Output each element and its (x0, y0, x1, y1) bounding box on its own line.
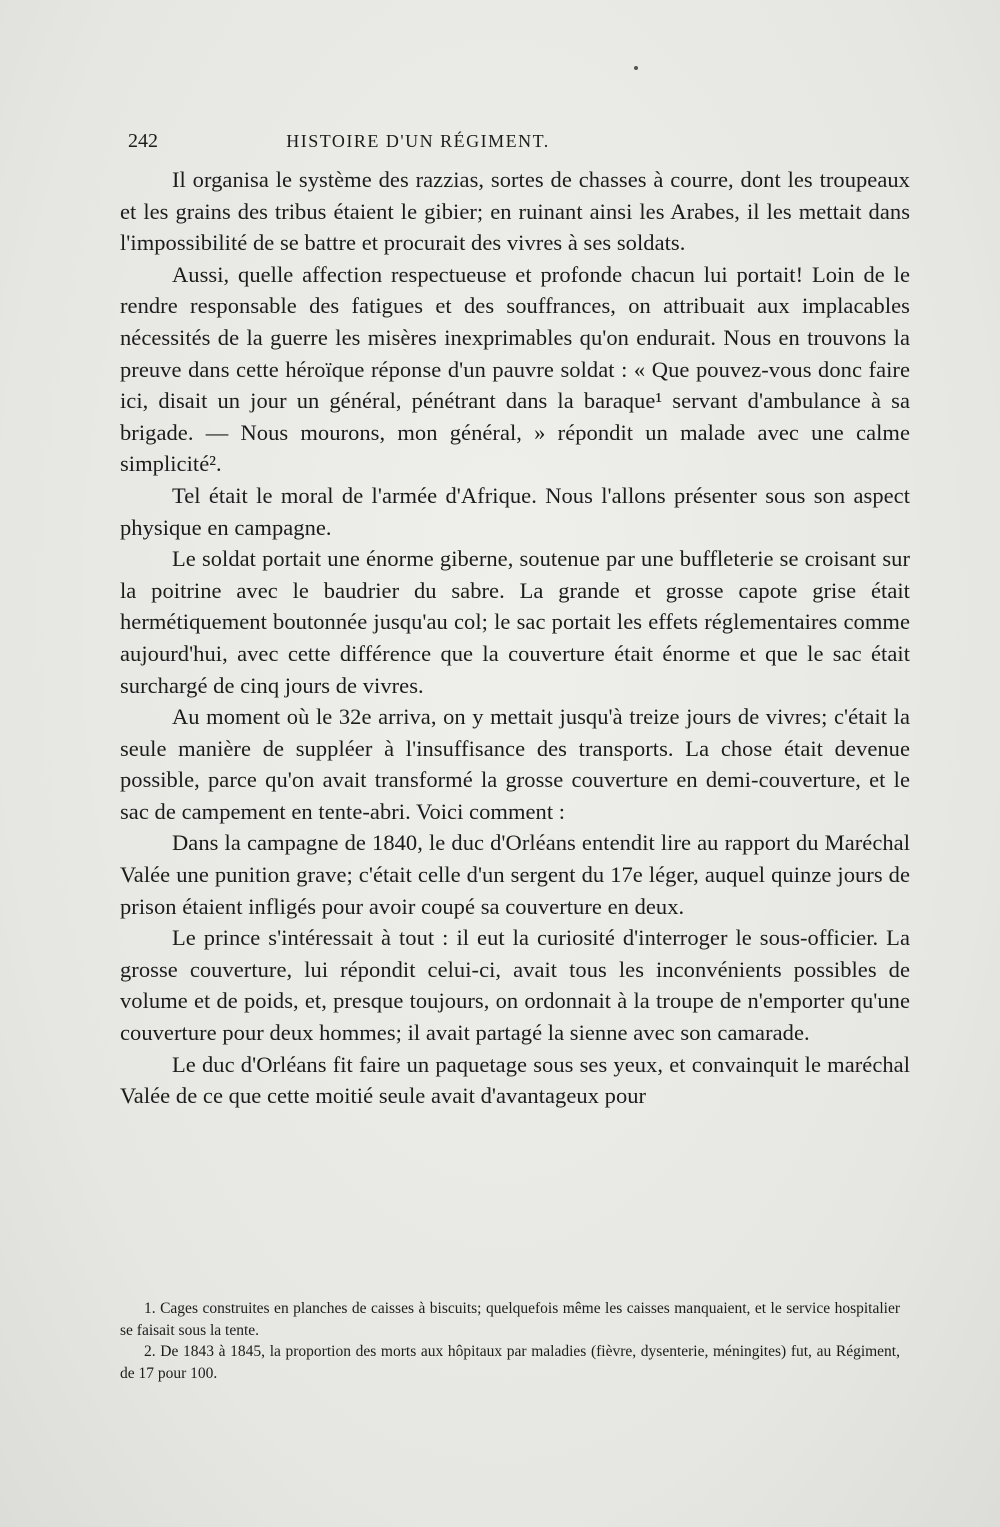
paragraph-campaign-1840: Dans la campagne de 1840, le duc d'Orléans entendit lire au rapport du Maréchal Valée une punition grave; c'était celle d'un sergent du 17e léger, auquel quinze jours de prison étaient infligés pour avoir coupé sa couverture en deux. (120, 830, 910, 919)
paragraph-moral: Tel était le moral de l'armée d'Afrique. Nous l'allons présenter sous son aspect physique en campagne. (120, 482, 910, 540)
paragraph-equipment: Le soldat portait une énorme giberne, soutenue par une buffleterie se croisant sur la poitrine avec le baudrier du sabre. La grande et grosse capote grise était hermétiquement boutonnée jusqu'au col; le sac portait les effets réglementaires comme aujourd'hui, avec cette différence que la couverture était énorme et que le sac était surchargé de cinq jours de vivres. (120, 546, 910, 698)
paragraph-affection: Aussi, quelle affection respectueuse et profonde chacun lui portait! Loin de le rendre responsable des fatigues et des souffrances, on attribuait aux implacables nécessités de la guerre les misères inexprimables qu'on endurait. Nous en trouvons la preuve dans cette héroïque réponse d'un pauvre soldat : « Que pouvez-vous donc faire ici, disait un jour un général, pénétrant dans la baraque¹ servant d'ambulance à sa brigade. — Nous mourons, mon général, » répondit un malade avec une calme simplicité². (120, 261, 910, 477)
running-title: HISTOIRE D'UN RÉGIMENT. (286, 131, 550, 151)
page-number: 242 (128, 130, 158, 152)
page-header (128, 128, 668, 154)
ink-speck (634, 66, 638, 70)
footnote-1: 1. Cages construites en planches de caisses à biscuits; quelquefois même les caisses manquaient, et le service hospitalier se faisait sous la tente. (120, 1300, 900, 1339)
footnotes (120, 1298, 900, 1384)
paragraph-prince: Le prince s'intéressait à tout : il eut la curiosité d'interroger le sous-officier. La grosse couverture, lui répondit celui-ci, avait tous les inconvénients possibles de volume et de poids, et, presque toujours, on ordonnait à la troupe de n'emporter qu'une couverture pour deux hommes; il avait partagé la sienne avec son camarade. (120, 925, 910, 1046)
paragraph-razzias: Il organisa le système des razzias, sortes de chasses à courre, dont les troupeaux et les grains des tribus étaient le gibier; en ruinant ainsi les Arabes, il les mettait dans l'impossibilité de se battre et procurait des vivres à ses soldats. (120, 167, 910, 256)
footnote-2: 2. De 1843 à 1845, la proportion des morts aux hôpitaux par maladies (fièvre, dysenterie, méningites) fut, au Régiment, de 17 pour 100. (120, 1343, 900, 1382)
paragraph-rations: Au moment où le 32e arriva, on y mettait jusqu'à treize jours de vivres; c'était la seule manière de suppléer à l'insuffisance des transports. La chose était devenue possible, parce qu'on avait transformé la grosse couverture en demi-couverture, et le sac de campement en tente-abri. Voici comment : (120, 704, 910, 824)
paragraph-paquetage: Le duc d'Orléans fit faire un paquetage sous ses yeux, et convainquit le maréchal Valée de ce que cette moitié seule avait d'avantageux pour (120, 1051, 910, 1109)
body-text (120, 164, 910, 1112)
